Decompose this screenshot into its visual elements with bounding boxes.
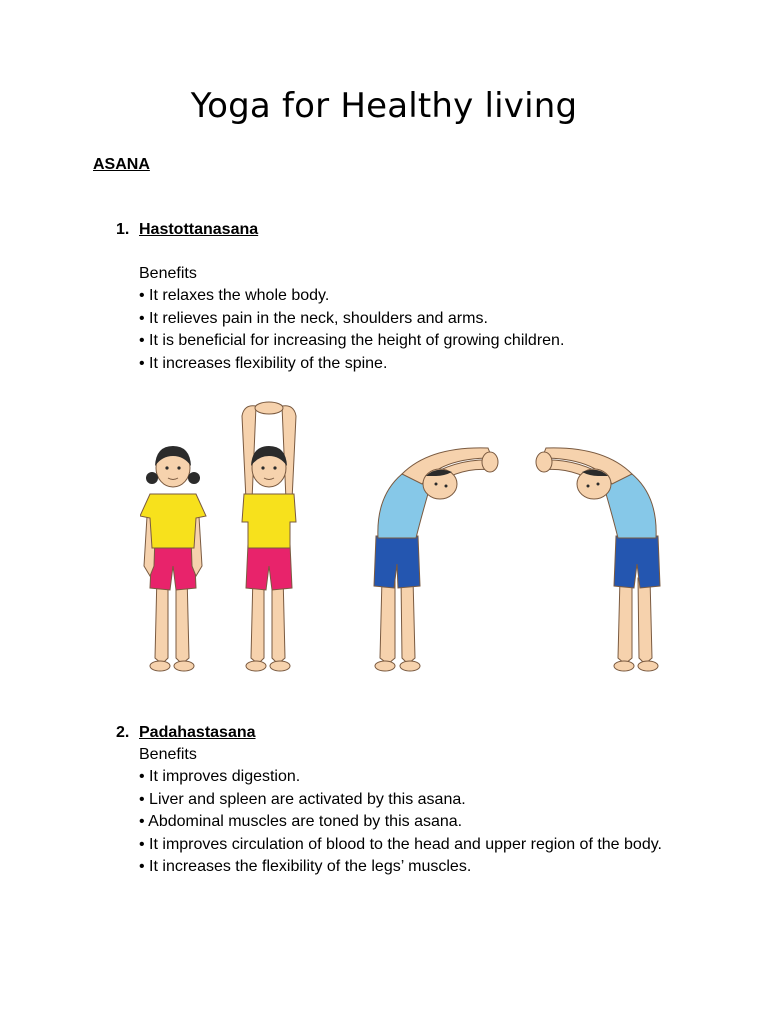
- benefit-item: • It relieves pain in the neck, shoulders and arms.: [139, 309, 488, 327]
- benefit-item: • It relaxes the whole body.: [139, 287, 330, 305]
- hastottanasana-poses-illustration: [140, 396, 668, 680]
- item-title-padahastasana: Padahastasana: [139, 724, 256, 741]
- item-number-2: 2.: [116, 724, 130, 741]
- benefits-label: Benefits: [139, 265, 197, 282]
- benefit-item: • Abdominal muscles are toned by this asana.: [139, 813, 463, 831]
- item-title-hastottanasana: Hastottanasana: [139, 221, 259, 238]
- benefit-item: • It increases flexibility of the spine.: [139, 354, 388, 372]
- benefits-list-padahastasana: [139, 744, 679, 878]
- benefit-item: • It is beneficial for increasing the height of growing children.: [139, 332, 565, 350]
- section-heading-asana: ASANA: [93, 156, 150, 173]
- boy-side-bend-right-figure: [374, 448, 498, 671]
- girl-standing-figure: [140, 446, 206, 671]
- boy-side-bend-left-figure: [536, 448, 660, 671]
- document-title: Yoga for Healthy living: [190, 86, 578, 126]
- benefit-item: • It increases the flexibility of the legs’ muscles.: [139, 858, 472, 876]
- girl-arms-raised-figure: [242, 402, 296, 671]
- benefits-list-hastottanasana: [139, 263, 679, 375]
- benefit-item: • Liver and spleen are activated by this asana.: [139, 790, 466, 808]
- item-number-1: 1.: [116, 221, 130, 238]
- benefit-item: • It improves circulation of blood to the head and upper region of the body.: [139, 835, 662, 853]
- benefit-item: • It improves digestion.: [139, 768, 301, 786]
- benefits-label: Benefits: [139, 746, 197, 763]
